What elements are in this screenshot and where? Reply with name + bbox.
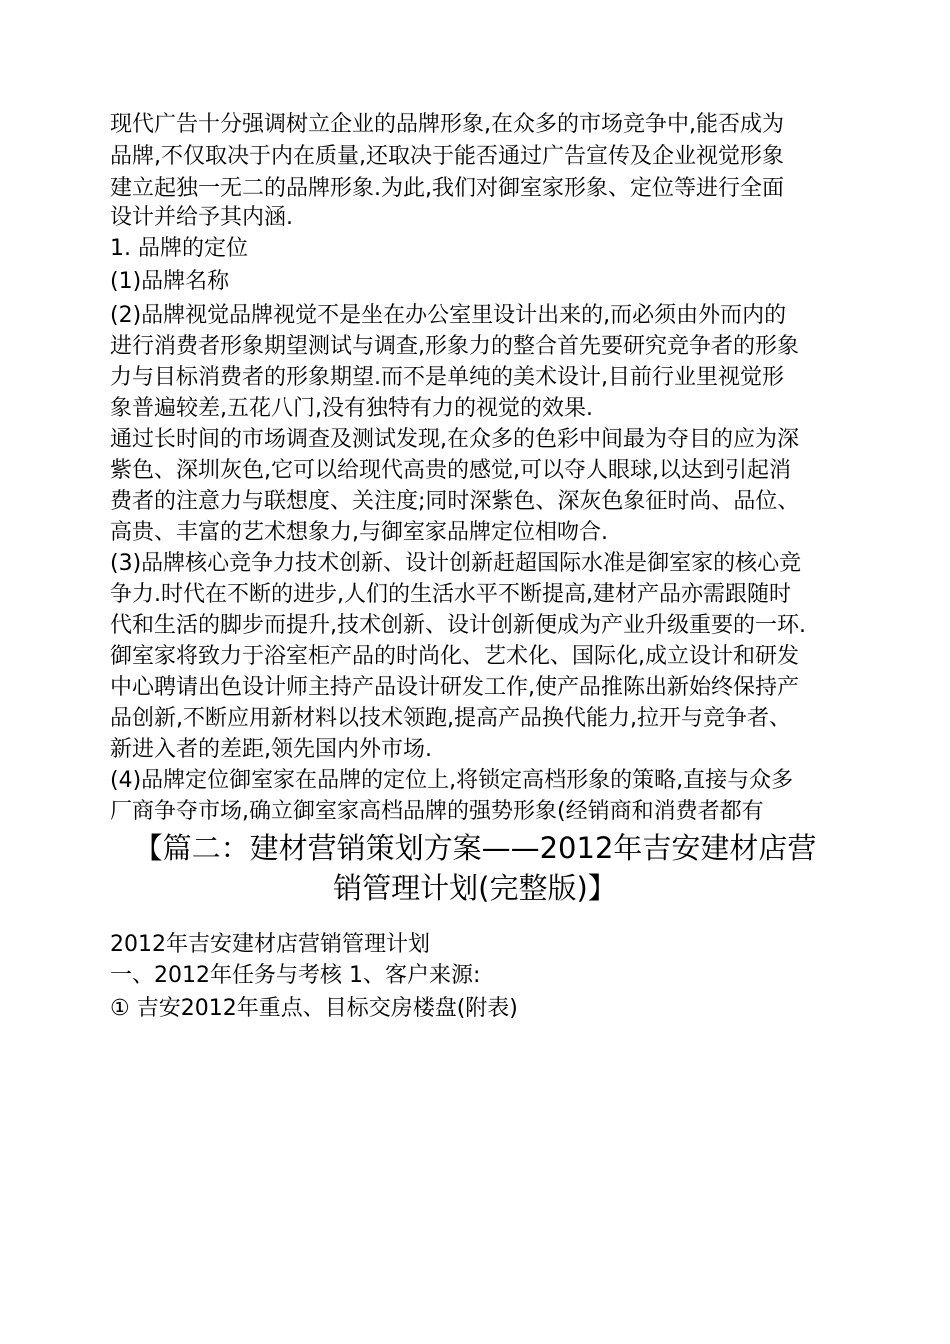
paragraph-line: 设计并给予其内涵. [110,205,293,230]
paragraph-line: 象普遍较差,五花八门,没有独特有力的视觉的效果. [110,396,593,421]
paragraph-line: 新进入者的差距,领先国内外市场. [110,737,432,762]
paragraph-line: (4)品牌定位御室家在品牌的定位上,将锁定高档形象的策略,直接与众多 [110,768,794,793]
paragraph-line: 进行消费者形象期望测试与调查,形象力的整合首先要研究竞争者的形象 [110,334,799,359]
paragraph-line: 高贵、丰富的艺术想象力,与御室家品牌定位相吻合. [110,520,608,545]
paragraph-line: 力与目标消费者的形象期望.而不是单纯的美术设计,目前行业里视觉形 [110,365,784,390]
paragraph-line: 中心聘请出色设计师主持产品设计研发工作,使产品推陈出新始终保持产 [110,675,799,700]
paragraph-line: 品创新,不断应用新材料以技术领跑,提高产品换代能力,拉开与竞争者、 [110,706,791,731]
paragraph-line: 代和生活的脚步而提升,技术创新、设计创新便成为产业升级重要的一环. [110,613,806,638]
paragraph-line: (2)品牌视觉品牌视觉不是坐在办公室里设计出来的,而必须由外而内的 [110,303,787,328]
paragraph-line: 现代广告十分强调树立企业的品牌形象,在众多的市场竞争中,能否成为 [110,112,784,137]
section-line: 一、2012年任务与考核 1、客户来源: [110,963,481,988]
section-heading: 1. 品牌的定位 [110,236,248,261]
paragraph-line: 费者的注意力与联想度、关注度;同时深紫色、深灰色象征时尚、品位、 [110,489,800,514]
paragraph-line: 建立起独一无二的品牌形象.为此,我们对御室家形象、定位等进行全面 [110,176,784,201]
paragraph-line: 厂商争夺市场,确立御室家高档品牌的强势形象(经销商和消费者都有 [110,799,764,824]
paragraph-line: 品牌,不仅取决于内在质量,还取决于能否通过广告宣传及企业视觉形象 [110,144,784,169]
article-heading: 销管理计划(完整版)】 [333,871,617,905]
article-heading: 【篇二：建材营销策划方案——2012年吉安建材店营 [133,831,817,865]
subsection-heading: (1)品牌名称 [110,269,230,294]
paragraph-line: 御室家将致力于浴室柜产品的时尚化、艺术化、国际化,成立设计和研发 [110,644,799,669]
list-item: ① 吉安2012年重点、目标交房楼盘(附表) [110,996,518,1021]
paragraph-line: 通过长时间的市场调查及测试发现,在众多的色彩中间最为夺目的应为深 [110,427,799,452]
plan-title: 2012年吉安建材店营销管理计划 [110,932,430,957]
paragraph-line: (3)品牌核心竞争力技术创新、设计创新赶超国际水准是御室家的核心竞 [110,551,802,576]
paragraph-line: 紫色、深圳灰色,它可以给现代高贵的感觉,可以夺人眼球,以达到引起消 [110,458,791,483]
paragraph-line: 争力.时代在不断的进步,人们的生活水平不断提高,建材产品亦需跟随时 [110,582,791,607]
